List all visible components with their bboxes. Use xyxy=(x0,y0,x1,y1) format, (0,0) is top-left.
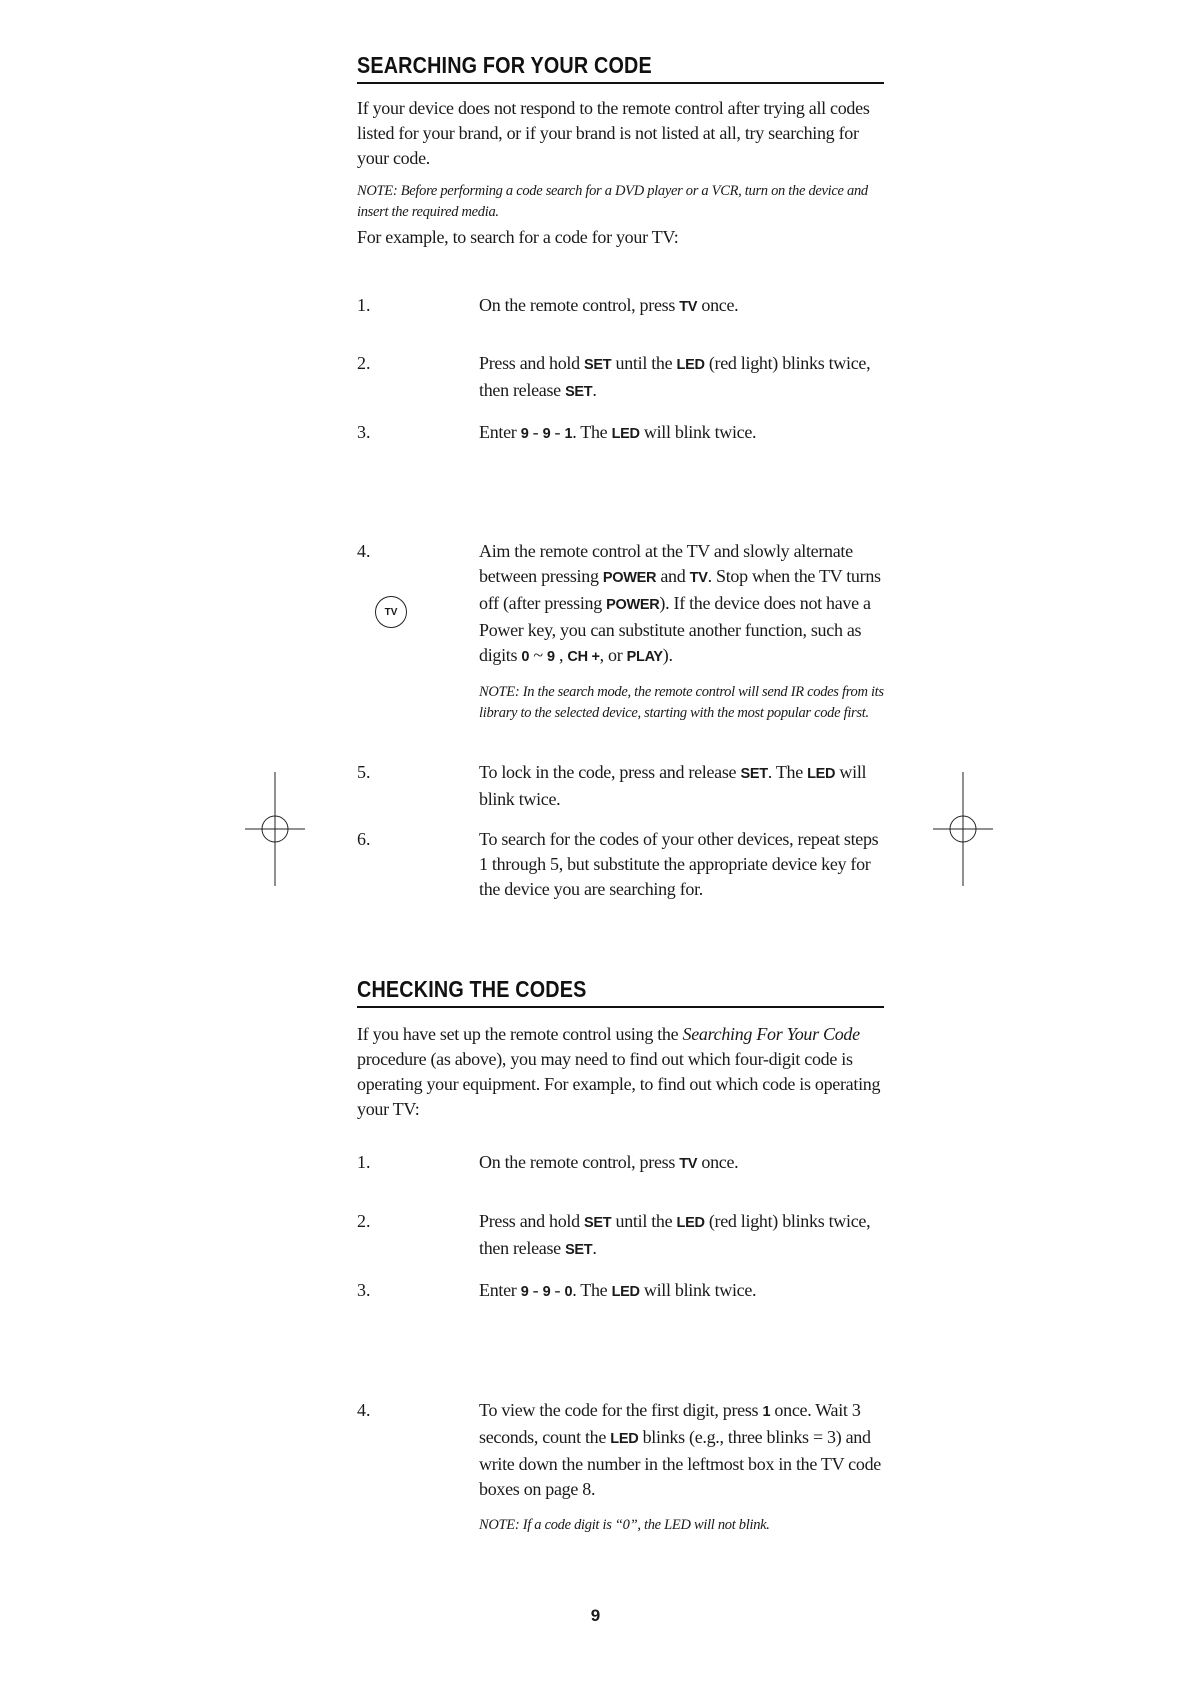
section-title: SEARCHING FOR YOUR CODE xyxy=(357,52,652,78)
step-text: On the remote control, press TV once. xyxy=(479,295,739,315)
key-label: 9 xyxy=(547,649,555,665)
key-label: SET xyxy=(740,766,768,782)
step-text: To lock in the code, press and release SET. The LED will blink twice. xyxy=(479,762,867,809)
step-text: To search for the codes of your other devices, repeat steps 1 through 5, but substitute the appropriate device key for the device you are searching for. xyxy=(479,829,879,899)
key-label: SET xyxy=(565,1242,593,1258)
section-checking xyxy=(357,976,884,1122)
key-label: 1 xyxy=(564,426,573,442)
note-text: NOTE: Before performing a code search for a DVD player or a VCR, turn on the device and insert the required media. xyxy=(357,183,868,220)
key-label: 9 xyxy=(520,426,529,442)
step-item xyxy=(357,539,884,749)
step-number: 3. xyxy=(357,1280,371,1300)
key-label: POWER xyxy=(606,597,660,613)
intro-paragraph: If your device does not respond to the remote control after trying all codes listed for your brand, or if your brand is not listed at all, try searching for your code. xyxy=(357,98,870,168)
step-number: 4. xyxy=(357,1400,371,1420)
key-label: PLAY xyxy=(626,649,663,665)
step-number: 2. xyxy=(357,353,371,373)
intro-paragraph: If you have set up the remote control using the Searching For Your Code procedure (as above), you may need to find out which four-digit code is operating your equipment. For example, to find out which code is operating your TV: xyxy=(357,1024,881,1119)
key-label: TV xyxy=(689,570,708,586)
key-label: SET xyxy=(565,384,593,400)
step-text: Press and hold SET until the LED (red light) blinks twice, then release SET. xyxy=(479,353,871,400)
step-note: NOTE: If a code digit is “0”, the LED will not blink. xyxy=(479,1517,770,1533)
section-title: CHECKING THE CODES xyxy=(357,976,587,1002)
key-label: 9 xyxy=(520,1284,529,1300)
key-label: TV xyxy=(679,299,698,315)
key-label: 9 xyxy=(542,1284,551,1300)
key-label: SET xyxy=(584,1215,612,1231)
key-label: LED xyxy=(611,426,640,442)
key-label: SET xyxy=(584,357,612,373)
key-label: LED xyxy=(676,1215,705,1231)
section-rule xyxy=(357,1006,884,1008)
key-label: LED xyxy=(676,357,705,373)
key-label: 0 xyxy=(564,1284,573,1300)
step-note: NOTE: In the search mode, the remote control will send IR codes from its library to the selected device, starting with the most popular code first. xyxy=(479,684,884,721)
key-label: LED xyxy=(610,1431,639,1447)
tv-button-icon: TV xyxy=(375,596,407,628)
key-label: POWER xyxy=(602,570,657,586)
step-number: 1. xyxy=(357,295,371,315)
key-label: LED xyxy=(807,766,836,782)
step-text: Enter 9 - 9 - 1. The LED will blink twice. xyxy=(479,422,757,442)
step-number: 3. xyxy=(357,422,371,442)
key-label: LED xyxy=(611,1284,640,1300)
page-number: 9 xyxy=(590,1606,601,1625)
step-number: 5. xyxy=(357,762,371,782)
section-searching xyxy=(357,52,884,250)
key-label: CH + xyxy=(567,649,600,665)
registration-mark-right xyxy=(933,772,993,886)
registration-mark-left xyxy=(245,772,305,886)
key-label: TV xyxy=(679,1156,698,1172)
cross-reference: Searching For Your Code xyxy=(682,1024,860,1044)
key-label: 9 xyxy=(542,426,551,442)
step-text: To view the code for the first digit, press 1 once. Wait 3 seconds, count the LED blinks (e.g., three blinks = 3) and write down the number in the leftmost box in the TV code boxes on page 8. xyxy=(479,1400,881,1499)
step-text: Enter 9 - 9 - 0. The LED will blink twice. xyxy=(479,1280,757,1300)
step-number: 1. xyxy=(357,1152,371,1172)
step-text: Aim the remote control at the TV and slowly alternate between pressing POWER and TV. Stop when the TV turns off (after pressing POWER). If the device does not have a Power key, you can substitute another function, such as digits 0 ~ 9 , CH +, or PLAY). xyxy=(479,541,881,665)
step-number: 4. xyxy=(357,541,371,561)
step-number: 6. xyxy=(357,829,371,849)
key-label: 0 xyxy=(521,649,530,665)
key-label: 1 xyxy=(762,1404,771,1420)
step-text: Press and hold SET until the LED (red light) blinks twice, then release SET. xyxy=(479,1211,871,1258)
example-text: For example, to search for a code for your TV: xyxy=(357,227,679,247)
step-text: On the remote control, press TV once. xyxy=(479,1152,739,1172)
section-rule xyxy=(357,82,884,84)
step-number: 2. xyxy=(357,1211,371,1231)
